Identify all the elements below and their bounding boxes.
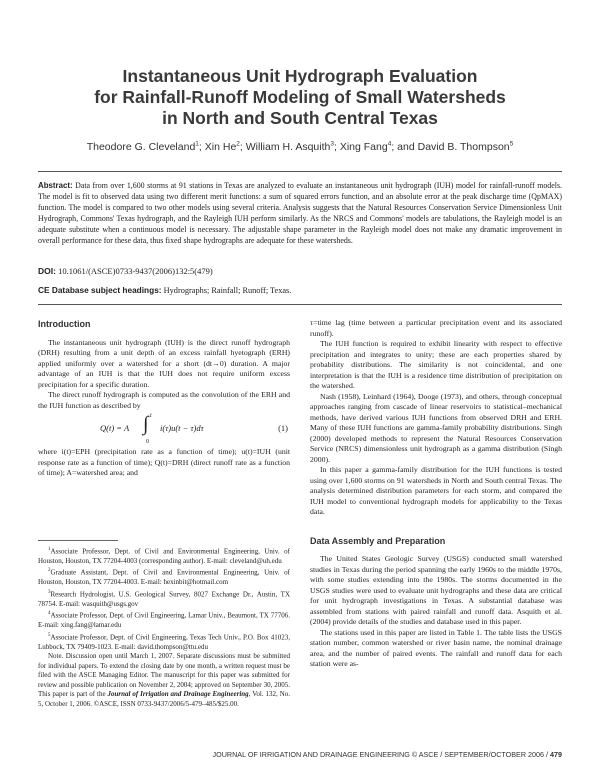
equation-rhs: i(τ)u(t − τ)dτ [160,423,204,433]
divider-bottom [38,304,562,305]
footnote: $^3$Research Hydrologist, U.S. Geological Survey, 8027 Exchange Dr., Austin, TX 78754. E-mail: wasquith@usgs.gov [38,589,290,608]
title-line-2: for Rainfall-Runoff Modeling of Small Watersheds [94,87,506,107]
title-line-1: Instantaneous Unit Hydrograph Evaluation [122,66,478,86]
left-column [38,319,290,479]
abstract-text: Data from over 1,600 storms at 91 stations in Texas are analyzed to evaluate an instantaneous unit hydrograph (IUH) model for rainfall-runoff models. The model is fit to observed data using two different merit functions: a sum of squared errors function, and an absolute error at the peak discharge time (QpMAX) function. The model is compared to two other models using several criteria. Analysis suggests that the Natural Resources Conservation Service Dimensionless Unit Hydrograph, Commons' Texas hydrograph, and the Rayleigh IUH perform similarly. As the NRCS and Commons' models are tabulations, the Rayleigh model is an adequate substitute when a continuous model is necessary. The adjustable shape parameter in the Rayleigh model does not make any dramatic improvement in overall performance for these data, thus fixed shape hydrographs are adequate for these watersheds. [38,181,562,246]
section-heading-introduction: Introduction [38,319,91,329]
author: David B. Thompson$^5$ [417,140,514,153]
footnotes [38,545,290,709]
divider-top [38,171,562,172]
doi-link[interactable]: 10.1061/(ASCE)0733-9437(2006)132:5(479) [58,266,213,276]
paragraph: τ=time lag (time between a particular precipitation event and its associated runoff). [310,318,562,338]
title-line-3: in North and South Central Texas [162,108,438,128]
abstract-label: Abstract: [38,181,73,190]
paragraph: The United States Geologic Survey (USGS) conducted small watershed studies in Texas during the period spanning the early 1960s to the middle 1970s, with some studies extending into the 1980s. The storms documented in the USGS studies were used to evaluate unit hydrographs and these data are critical for unit hydrograph investigations in Texas. A substantial database was assembled from stations with paired rainfall and runoff data. Asquith et al. (2004) provide details of the studies and database used in this paper. [310,554,562,626]
ce-headings-label: CE Database subject headings: [38,285,162,295]
footer-journal: JOURNAL OF IRRIGATION AND DRAINAGE ENGINEERING © ASCE / SEPTEMBER/OCTOBER 2006 / [212,750,550,759]
author: William H. Asquith$^3$; [245,140,340,153]
integral-upper-limit: t [150,413,152,419]
paragraph: Nash (1958), Leinhard (1964), Dooge (1973), and others, through conceptual approaches ranging from cascade of linear reservoirs to statistical–mechanical methods, have derived various IUH functions from observed DRH and ERH. Many of these IUH functions are gamma-family probability distributions. Singh (2000) developed methods to represent the Natural Resources Conservation Service (NRCS) dimensionless unit hydrograph as a gamma distribution (Singh 2000). [310,391,562,464]
paragraph: The IUH function is required to exhibit linearity with respect to effective precipitation and integrates to unity; these are each properties shared by probability distributions. The similarity is not coincidental, and one interpretation is that the IUH is a residence time distribution of precipitation on the watershed. [310,339,562,390]
discussion-note: Note. Discussion open until March 1, 2007. Separate discussions must be submitted for individual papers. To extend the closing date by one month, a written request must be filed with the ASCE Managing Editor. The manuscript for this paper was submitted for review and possible publication on November 2, 2004; approved on September 30, 2005. This paper is part of the Journal of Irrigation and Drainage Engineering, Vol. 132, No. 5, October 1, 2006. ©ASCE, ISSN 0733-9437/2006/5-479–485/$25.00. [38,652,290,708]
paper-title [40,66,560,129]
doi [38,266,213,276]
equation-number: (1) [278,423,288,433]
paragraph: The stations used in this paper are listed in Table 1. The table lists the USGS station number, common watershed or river basin name, the nominal drainage area, and the number of paired events. The rainfall and runoff data for each station were as- [310,627,562,668]
abstract [38,180,562,247]
paragraph: where i(t)=EPH (precipitation rate as a function of time); u(t)=IUH (unit response rate as a function of time); Q(t)=DRH (direct runoff rate as a function of time); A=watershed area; and [38,447,290,477]
footnote: $^4$Associate Professor, Dept. of Civil Engineering, Lamar Univ., Beaumont, TX 77706. E-mail: xing.fang@lamar.edu [38,611,290,630]
author: Xin He$^2$; [204,140,246,153]
integral-lower-limit: 0 [146,439,149,445]
doi-label: DOI: [38,266,56,276]
ce-headings-value: Hydrographs; Rainfall; Runoff; Texas. [163,286,292,295]
paragraph: The direct runoff hydrograph is computed as the convolution of the ERH and the IUH function as described by [38,390,290,410]
section-heading-data-assembly: Data Assembly and Preparation [310,535,446,546]
footnote: $^5$Associate Professor, Dept. of Civil Engineering, Texas Tech Univ., P.O. Box 41023, Lubbock, TX 79409-1023. E-mail: david.thompson@ttu.edu [38,632,290,651]
integral-sign: ∫ [143,413,149,435]
author: Xing Fang$^4$; and [339,140,418,153]
footnote: $^2$Graduate Assistant, Dept. of Civil and Environmental Engineering, Univ. of Houston, Houston, TX 77204-4003. E-mail: hexinbit@hotmail.com [38,568,290,587]
equation-lhs: Q(t) = A [100,423,130,433]
author-list [20,140,580,153]
ce-subject-headings [38,285,291,295]
author: Theodore G. Cleveland$^1$; [86,140,205,153]
footnote-divider [38,540,118,541]
page-number: 479 [550,750,562,759]
footnote: $^1$Associate Professor, Dept. of Civil and Environmental Engineering, Univ. of Houston, Houston, TX 77204-4003 (corresponding author). E-mail: cleveland@uh.edu [38,547,290,565]
paragraph: In this paper a gamma-family distribution for the IUH functions is tested using over 1,600 storms on 91 watersheds in North and South central Texas. The analysis determined distribution parameters for each storm, and compared the IUH model to conventional hydrograph models for applicability to the Texas data. [310,465,562,516]
right-column [310,318,562,670]
equation-1 [38,411,290,447]
page-footer [213,750,562,759]
paragraph: The instantaneous unit hydrograph (IUH) is the direct runoff hydrograph (DRH) resulting from a unit depth of an excess rainfall hyetograph (ERH) applied uniformly over a watershed for a short (dt→0) duration. A major advantage of an IUH is that the IUH does not require uniform excess precipitation for a specific duration. [38,337,290,389]
